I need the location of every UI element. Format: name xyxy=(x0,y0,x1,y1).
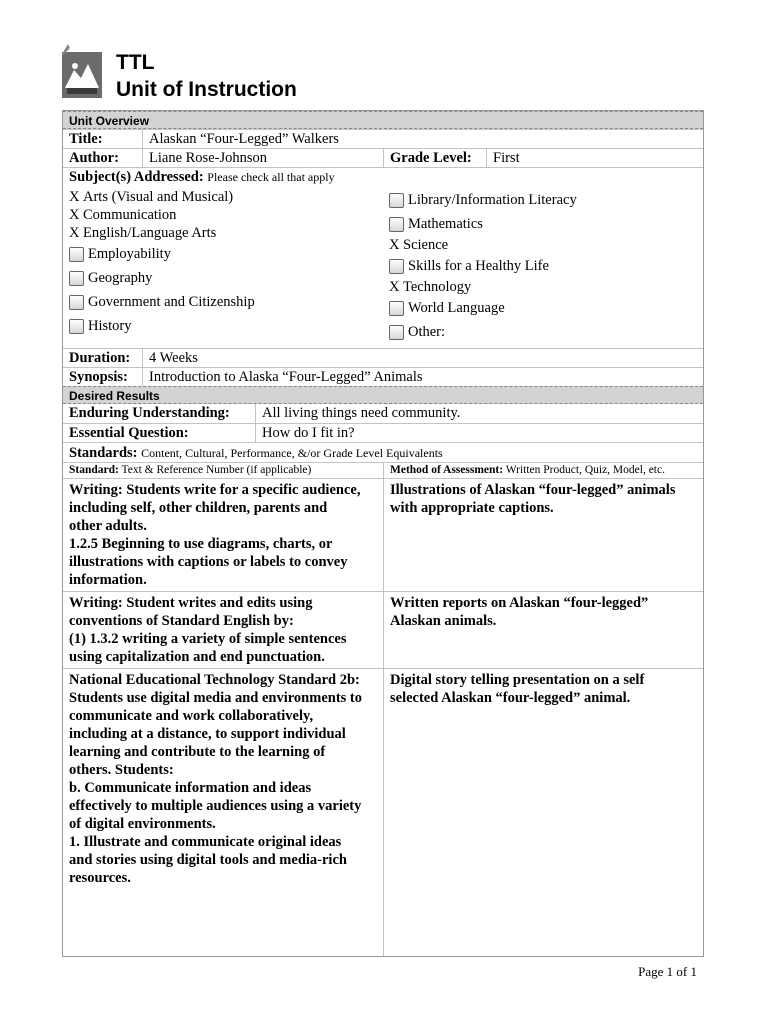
standards-heading-row xyxy=(63,442,703,462)
assessment-line: Illustrations of Alaskan “four-legged” animals xyxy=(390,482,676,498)
standard-cell xyxy=(63,669,384,956)
assessment-col-note: Written Product, Quiz, Model, etc. xyxy=(505,464,665,476)
subject-item[interactable] xyxy=(389,188,697,212)
assessment-line: Written reports on Alaskan “four-legged” xyxy=(390,595,649,611)
author-label: Author: xyxy=(63,149,143,167)
standards-label: Standards: xyxy=(69,445,138,461)
assessment-line: with appropriate captions. xyxy=(390,500,554,516)
standard-line: effectively to multiple audiences using a variety xyxy=(69,798,362,814)
checkbox-icon[interactable] xyxy=(69,271,84,286)
question-value: How do I fit in? xyxy=(262,425,355,441)
checkbox-icon[interactable] xyxy=(389,301,404,316)
unit-form xyxy=(62,110,704,957)
assessment-col-label: Method of Assessment: xyxy=(390,464,504,476)
section-unit-overview: Unit Overview xyxy=(63,111,703,129)
standard-cell xyxy=(63,479,384,591)
subject-item[interactable] xyxy=(69,206,377,224)
title-value: Alaskan “Four-Legged” Walkers xyxy=(149,131,339,147)
assessment-line: Digital story telling presentation on a self xyxy=(390,672,645,688)
title-line-ttl: TTL xyxy=(116,51,155,74)
subject-item[interactable] xyxy=(389,320,697,344)
standard-line: information. xyxy=(69,572,147,588)
checkbox-icon[interactable] xyxy=(389,325,404,340)
subject-label: Communication xyxy=(83,207,177,223)
checkbox-icon[interactable] xyxy=(69,319,84,334)
subject-label: Technology xyxy=(403,279,472,295)
subject-label: Employability xyxy=(88,246,171,262)
standard-col-note: Text & Reference Number (if applicable) xyxy=(121,464,312,476)
subject-item[interactable] xyxy=(69,242,377,266)
question-row xyxy=(63,423,703,442)
subject-label: Geography xyxy=(88,270,153,286)
standard-line: resources. xyxy=(69,870,131,886)
subject-item[interactable] xyxy=(389,212,697,236)
page-number: Page 1 of 1 xyxy=(638,964,697,979)
enduring-label: Enduring Understanding: xyxy=(63,404,256,423)
subjects-left-column xyxy=(63,186,383,348)
standards-note: Content, Cultural, Performance, &/or Grade Level Equivalents xyxy=(141,446,443,460)
assessment-line: selected Alaskan “four-legged” animal. xyxy=(390,690,631,706)
standard-line: of digital environments. xyxy=(69,816,216,832)
subject-label: World Language xyxy=(408,300,505,316)
standard-line: 1. Illustrate and communicate original ideas xyxy=(69,834,342,850)
assessment-cell xyxy=(384,669,703,956)
standard-line: learning and contribute to the learning of xyxy=(69,744,326,760)
standards-row xyxy=(63,668,703,956)
duration-value: 4 Weeks xyxy=(149,350,198,366)
ttl-logo-icon xyxy=(62,44,102,98)
subjects-note: Please check all that apply xyxy=(207,170,335,184)
standard-line: other adults. xyxy=(69,518,147,534)
standard-line: National Educational Technology Standard 2b: xyxy=(69,672,360,688)
checkbox-icon[interactable] xyxy=(69,247,84,262)
title-line-unit: Unit of Instruction xyxy=(116,78,297,101)
standard-line: others. Students: xyxy=(69,762,174,778)
standard-line: conventions of Standard English by: xyxy=(69,613,294,629)
standard-line: including self, other children, parents and xyxy=(69,500,328,516)
standard-line: using capitalization and end punctuation. xyxy=(69,649,325,665)
standards-row xyxy=(63,591,703,668)
subject-label: English/Language Arts xyxy=(83,225,217,241)
synopsis-label: Synopsis: xyxy=(63,368,143,386)
checkbox-icon[interactable] xyxy=(389,217,404,232)
subjects-columns xyxy=(63,186,703,348)
subject-label: Mathematics xyxy=(408,216,483,232)
subject-item[interactable] xyxy=(389,254,697,278)
subject-item[interactable] xyxy=(69,224,377,242)
subject-check-mark: X xyxy=(389,279,400,295)
checkbox-icon[interactable] xyxy=(389,193,404,208)
standard-line: illustrations with captions or labels to convey xyxy=(69,554,348,570)
subjects-label: Subject(s) Addressed: xyxy=(69,169,204,185)
standard-line: b. Communicate information and ideas xyxy=(69,780,312,796)
grade-value: First xyxy=(493,150,520,166)
duration-row xyxy=(63,348,703,367)
subject-label: Other: xyxy=(408,324,446,340)
subject-item[interactable] xyxy=(389,236,697,254)
author-row xyxy=(63,148,703,167)
document-title xyxy=(116,50,297,104)
assessment-column-header xyxy=(384,463,703,478)
subject-label: Library/Information Literacy xyxy=(408,192,577,208)
section-desired-results: Desired Results xyxy=(63,386,703,404)
subjects-right-column xyxy=(383,186,703,348)
subject-item[interactable] xyxy=(389,296,697,320)
standard-cell xyxy=(63,592,384,668)
subject-item[interactable] xyxy=(69,188,377,206)
title-row xyxy=(63,129,703,148)
standards-column-headers xyxy=(63,462,703,478)
enduring-row xyxy=(63,404,703,423)
question-label: Essential Question: xyxy=(63,424,256,442)
assessment-cell xyxy=(384,592,703,668)
subject-check-mark: X xyxy=(69,207,80,223)
standard-line: (1) 1.3.2 writing a variety of simple sentences xyxy=(69,631,347,647)
standard-line: 1.2.5 Beginning to use diagrams, charts, or xyxy=(69,536,333,552)
subjects-heading xyxy=(63,168,703,186)
subjects-block xyxy=(63,167,703,348)
subject-check-mark: X xyxy=(69,225,80,241)
synopsis-value: Introduction to Alaska “Four-Legged” Animals xyxy=(149,369,423,385)
assessment-cell xyxy=(384,479,703,591)
author-value: Liane Rose-Johnson xyxy=(143,149,384,167)
synopsis-row xyxy=(63,367,703,386)
title-label: Title: xyxy=(63,130,143,148)
subject-item[interactable] xyxy=(69,266,377,290)
enduring-value: All living things need community. xyxy=(262,405,461,421)
standards-row xyxy=(63,478,703,591)
subject-item[interactable] xyxy=(69,290,377,314)
subject-item[interactable] xyxy=(389,278,697,296)
standard-line: communicate and work collaboratively, xyxy=(69,708,314,724)
standard-column-header xyxy=(63,463,384,478)
subject-label: Arts (Visual and Musical) xyxy=(83,189,234,205)
subject-check-mark: X xyxy=(69,189,80,205)
subject-label: Skills for a Healthy Life xyxy=(408,258,549,274)
assessment-line: Alaskan animals. xyxy=(390,613,497,629)
subject-label: History xyxy=(88,318,132,334)
duration-label: Duration: xyxy=(63,349,143,367)
subject-label: Science xyxy=(403,237,449,253)
subject-item[interactable] xyxy=(69,314,377,338)
subject-check-mark: X xyxy=(389,237,400,253)
standard-line: Writing: Student writes and edits using xyxy=(69,595,313,611)
standard-col-label: Standard: xyxy=(69,464,119,476)
standard-line: and stories using digital tools and media-rich xyxy=(69,852,347,868)
standard-line: Writing: Students write for a specific audience, xyxy=(69,482,361,498)
standard-line: including at a distance, to support individual xyxy=(69,726,346,742)
checkbox-icon[interactable] xyxy=(69,295,84,310)
grade-label: Grade Level: xyxy=(384,149,487,167)
standard-line: Students use digital media and environments to xyxy=(69,690,362,706)
subject-label: Government and Citizenship xyxy=(88,294,255,310)
standards-heading xyxy=(63,443,703,462)
checkbox-icon[interactable] xyxy=(389,259,404,274)
